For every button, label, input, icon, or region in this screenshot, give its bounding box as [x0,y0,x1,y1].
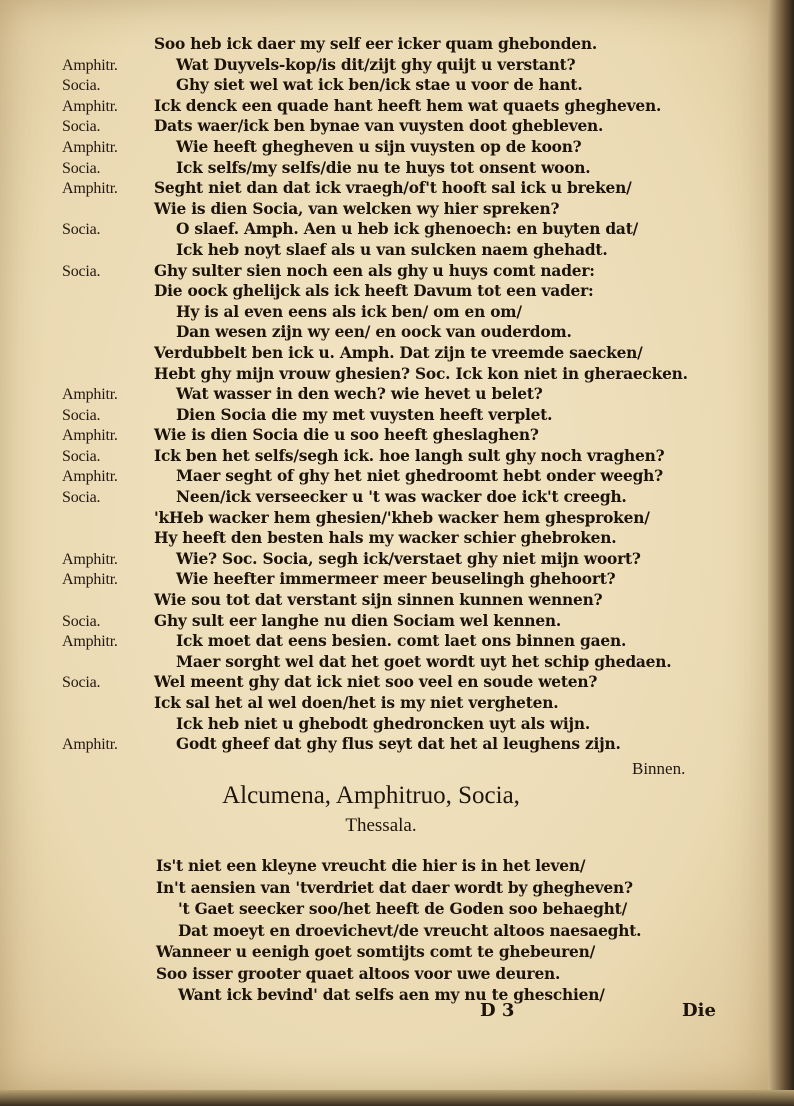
verse-text: Dats waer/ick ben bynae van vuysten doot ghebleven. [154,117,604,136]
verse-line [0,219,760,240]
catchword: Die [682,1000,716,1021]
verse-text: In't aensien van 'tverdriet dat daer wordt by ghegheven? [156,878,633,897]
verse-text: Ick sal het al wel doen/het is my niet vergheten. [154,694,559,712]
verse-text: Wat wasser in den wech? wie hevet u belet? [176,385,543,404]
verse-text: Dien Socia die my met vuysten heeft verplet. [176,405,553,424]
verse-text: 't Gaet seecker soo/het heeft de Goden soo behaeght/ [178,900,627,918]
verse-line [0,693,760,714]
verse-text: Hebt ghy mijn vrouw ghesien? Soc. Ick kon niet in gheraecken. [154,364,688,383]
verse-line [0,734,760,755]
speaker-name: Amphitr. [62,736,118,754]
verse-line [0,343,760,364]
verse-text: Wie heefter immermeer meer beuselingh ghehoort? [176,570,616,589]
verse-text: Verdubbelt ben ick u. Amph. Dat zijn te vreemde saecken/ [154,343,643,362]
verse-block-scene [0,856,760,1007]
verse-line [0,921,760,943]
verse-text: Ick moet dat eens besien. comt laet ons binnen gaen. [176,632,627,651]
verse-line [0,158,760,179]
verse-line [0,714,760,735]
verse-text: Wanneer u eenigh goet somtijts comt te ghebeuren/ [156,943,596,961]
verse-text: O slaef. Amph. Aen u heb ick ghenoech: en buyten dat/ [176,220,639,239]
verse-text: Die oock ghelijck als ick heeft Davum tot een vader: [154,282,594,301]
speaker-name: Amphitr. [62,138,118,156]
speaker-name: Socia. [62,159,101,177]
verse-text: Neen/ick verseecker u 't was wacker doe ick't creegh. [176,488,627,507]
signature-mark: D 3 [480,1000,515,1021]
verse-line [0,964,760,986]
verse-line [0,942,760,964]
speaker-name: Socia. [62,489,101,507]
verse-line [0,75,760,96]
verse-line [0,384,760,405]
verse-line [0,34,760,55]
verse-text: Ick heb niet u ghebodt ghedroncken uyt als wijn. [176,714,591,733]
verse-text: Hy is al even eens als ick ben/ om en om/ [176,302,522,321]
speaker-name: Socia. [62,77,101,95]
speaker-name: Amphitr. [62,97,118,115]
verse-text: Ick ben het selfs/segh ick. hoe langh sult ghy noch vraghen? [154,446,665,465]
speaker-name: Amphitr. [62,571,118,589]
verse-line [0,466,760,487]
verse-text: 'kHeb wacker hem ghesien/'kheb wacker hem ghesproken/ [154,508,650,527]
speaker-name: Socia. [62,221,101,239]
verse-line [0,178,760,199]
verse-line [0,652,760,673]
verse-line [0,528,760,549]
verse-line [0,899,760,921]
verse-line [0,116,760,137]
verse-line [0,672,760,693]
speaker-name: Amphitr. [62,386,118,404]
verse-text: Wie? Soc. Socia, segh ick/verstaet ghy niet mijn woort? [176,549,641,568]
verse-text: Maer sorght wel dat het goet wordt uyt het schip ghedaen. [176,652,672,671]
verse-text: Ick heb noyt slaef als u van sulcken naem ghehadt. [176,240,608,259]
verse-text: Wat Duyvels-kop/is dit/zijt ghy quijt u verstant? [176,55,576,74]
verse-line [0,856,760,878]
verse-line [0,322,760,343]
verse-line [0,985,760,1007]
verse-line [0,55,760,76]
speaker-name: Amphitr. [62,550,118,568]
verse-text: Wie sou tot dat verstant sijn sinnen kunnen wennen? [154,591,603,610]
verse-text: Want ick bevind' dat selfs aen my nu te gheschien/ [178,986,605,1004]
verse-line [0,549,760,570]
speaker-name: Socia. [62,612,101,630]
speaker-name: Amphitr. [62,427,118,445]
page-bottom-edge [0,1090,794,1106]
verse-text: Dan wesen zijn wy een/ en oock van ouderdom. [176,323,572,342]
speaker-name: Amphitr. [62,468,118,486]
verse-text: Wie is dien Socia die u soo heeft gheslaghen? [154,426,539,445]
verse-text: Godt gheef dat ghy flus seyt dat het al leughens zijn. [176,735,621,754]
speaker-name: Socia. [62,447,101,465]
verse-text: Ick denck een quade hant heeft hem wat quaets ghegheven. [154,96,662,115]
speaker-name: Socia. [62,262,101,280]
verse-line [0,446,760,467]
page-edge [768,0,794,1106]
verse-text: Soo heb ick daer my self eer icker quam ghebonden. [154,35,598,53]
verse-line [0,137,760,158]
verse-text: Is't niet een kleyne vreucht die hier is in het leven/ [156,857,586,875]
speaker-name: Socia. [62,674,101,692]
verse-line [0,508,760,529]
verse-line [0,405,760,426]
verse-text: Ick selfs/my selfs/die nu te huys tot onsent woon. [176,158,591,177]
verse-line [0,261,760,282]
verse-line [0,487,760,508]
verse-text: Maer seght of ghy het niet ghedroomt hebt onder weegh? [176,467,663,486]
verse-line [0,364,760,385]
verse-text: Ghy sulter sien noch een als ghy u huys comt nader: [154,261,595,280]
speaker-name: Socia. [62,118,101,136]
verse-block [0,34,760,755]
speaker-name: Socia. [62,406,101,424]
verse-text: Seght niet dan dat ick vraegh/of't hooft sal ick u breken/ [154,179,632,198]
verse-line [0,590,760,611]
speaker-name: Amphitr. [62,56,118,74]
verse-line [0,425,760,446]
verse-line [0,631,760,652]
verse-line [0,240,760,261]
verse-line [0,878,760,900]
verse-line [0,302,760,323]
verse-line [0,569,760,590]
speaker-name: Amphitr. [62,633,118,651]
verse-text: Soo isser grooter quaet altoos voor uwe deuren. [156,964,561,983]
verse-text: Wie is dien Socia, van welcken wy hier spreken? [154,199,560,218]
verse-text: Wie heeft ghegheven u sijn vuysten op de koon? [176,137,582,156]
scene-heading: Alcumena, Amphitruo, Socia, [222,782,520,809]
verse-text: Ghy siet wel wat ick ben/ick stae u voor de hant. [176,76,583,95]
verse-line [0,281,760,302]
verse-text: Hy heeft den besten hals my wacker schier ghebroken. [154,529,617,548]
verse-line [0,611,760,632]
verse-text: Ghy sult eer langhe nu dien Sociam wel kennen. [154,611,562,630]
verse-text: Wel meent ghy dat ick niet soo veel en soude weten? [154,673,598,692]
stage-direction-exit: Binnen. [632,759,686,778]
speaker-name: Amphitr. [62,180,118,198]
scene-heading-continued: Thessala. [345,815,417,836]
verse-text: Dat moeyt en droevichevt/de vreucht altoos naesaeght. [178,921,642,940]
verse-line [0,199,760,220]
verse-line [0,96,760,117]
